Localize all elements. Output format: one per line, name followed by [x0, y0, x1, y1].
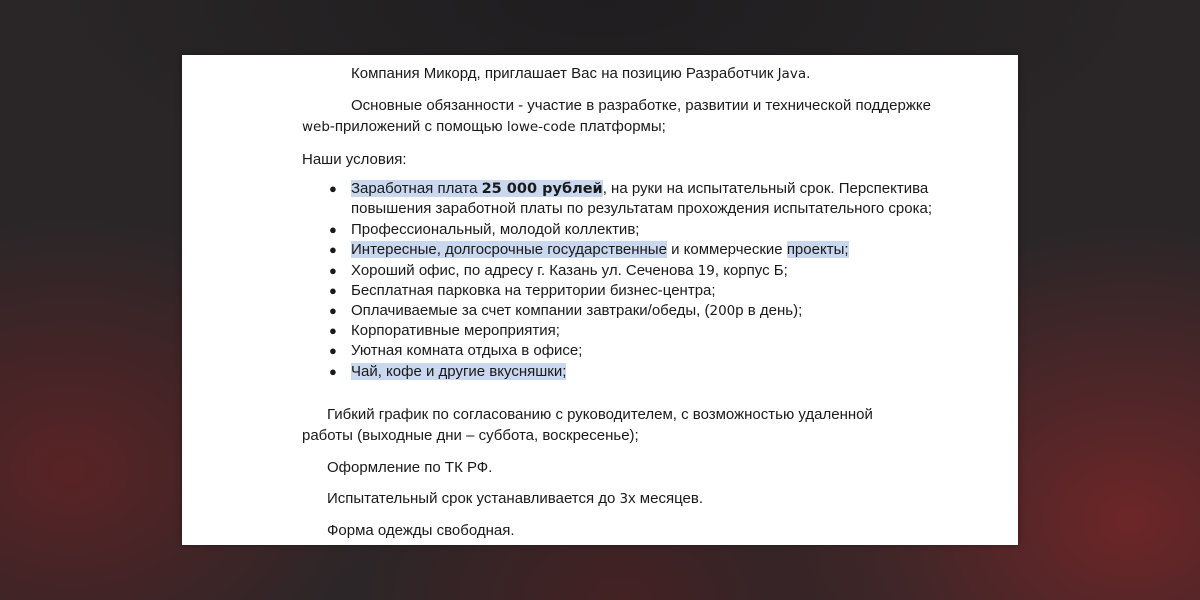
dress-code-paragraph: Форма одежды свободная. [327, 522, 515, 539]
intro-text: Компания Микорд, приглашает Вас на позицию Разработчик [351, 65, 778, 82]
bullet-icon: ● [329, 343, 337, 358]
office-number: 19 [697, 263, 715, 279]
meals-item [351, 301, 802, 321]
bullet-icon: ● [329, 283, 337, 298]
conditions-heading: Наши условия: [302, 151, 407, 168]
duties-end: платформы; [575, 118, 666, 135]
salary-line-2: повышения заработной платы по результатам прохождения испытательного срока; [351, 200, 933, 217]
office-pre: Хороший офис, по адресу г. Казань ул. Сеченова [351, 262, 698, 279]
salary-amount: 25 000 рублей [481, 181, 603, 197]
events-item: Корпоративные мероприятия; [351, 322, 560, 339]
bullet-icon: ● [329, 263, 337, 278]
office-post: , корпус Б; [714, 262, 788, 279]
bullet-icon: ● [329, 222, 337, 237]
registration-paragraph: Оформление по ТК РФ. [327, 459, 493, 476]
bullet-icon: ● [329, 242, 337, 257]
salary-highlight [351, 180, 603, 197]
parking-item: Бесплатная парковка на территории бизнес-центра; [351, 282, 716, 299]
bullet-icon: ● [329, 303, 337, 318]
bullet-icon: ● [329, 181, 337, 196]
meals-number: 200 [709, 303, 736, 319]
projects-item [351, 240, 849, 260]
snacks-item [351, 362, 566, 382]
intro-language: Java. [777, 66, 811, 82]
duties-line-2 [302, 117, 666, 137]
salary-post: , на руки на испытательный срок. Перспектива [602, 180, 929, 197]
meals-pre: Оплачиваемые за счет компании завтраки/обеды, ( [351, 302, 710, 319]
probation-number: 3 [619, 491, 629, 507]
salary-line-1 [351, 179, 928, 199]
duties-mid: -приложений с помощью [329, 118, 507, 135]
snacks-highlight: Чай, кофе и другие вкусняшки; [351, 363, 567, 380]
bullet-icon: ● [329, 364, 337, 379]
projects-mid: и коммерческие [666, 241, 787, 258]
team-item: Профессиональный, молодой коллектив; [351, 221, 640, 238]
probation-pre: Испытательный срок устанавливается до [327, 490, 620, 507]
intro-paragraph [351, 64, 810, 84]
office-item [351, 261, 788, 281]
duties-line-1: Основные обязанности - участие в разработке, развитии и технической поддержке [351, 97, 931, 114]
schedule-line-2: работы (выходные дни – суббота, воскресенье); [302, 427, 639, 444]
duties-web: web [302, 119, 330, 135]
bullet-icon: ● [329, 323, 337, 338]
lounge-item: Уютная комната отдыха в офисе; [351, 342, 583, 359]
projects-highlight-c: проекты; [786, 241, 849, 258]
salary-pre: Заработная плата [351, 180, 482, 197]
projects-highlight-a: Интересные, долгосрочные государственные [351, 241, 667, 258]
meals-post: р в день); [735, 302, 803, 319]
probation-paragraph [327, 489, 703, 509]
document-page [182, 55, 1018, 545]
duties-lowcode: lowe-code [506, 119, 576, 135]
schedule-line-1: Гибкий график по согласованию с руководителем, с возможностью удаленной [327, 406, 873, 423]
probation-post: х месяцев. [628, 490, 703, 507]
